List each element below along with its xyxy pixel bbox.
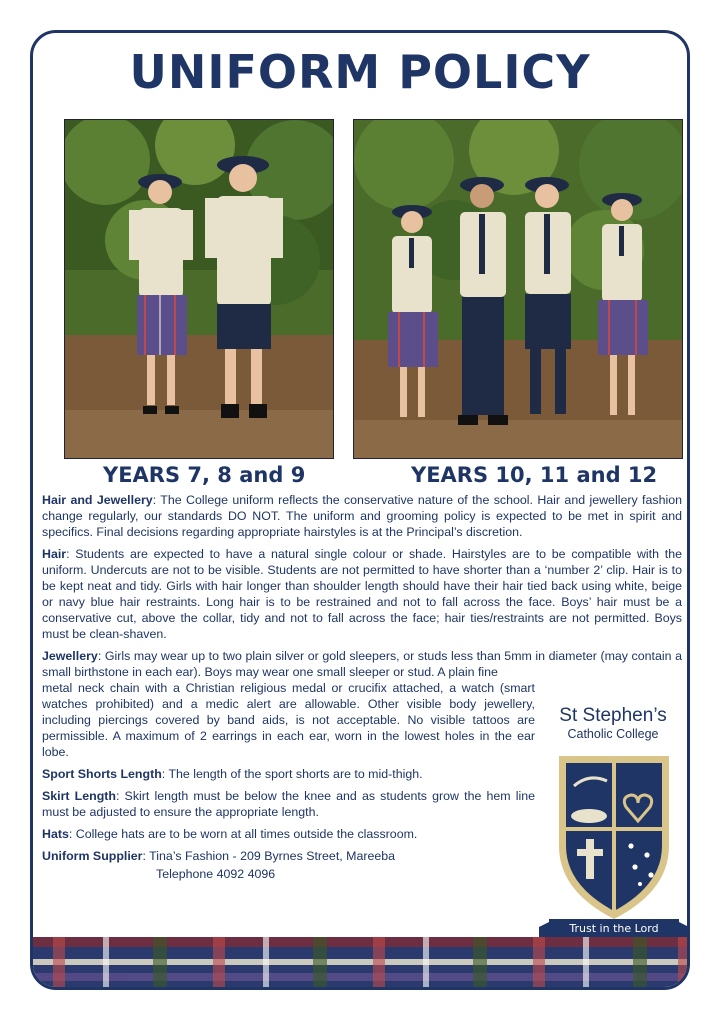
text-sport-shorts: : The length of the sport shorts are to mid-thigh.: [161, 767, 423, 781]
heading-sport-shorts: Sport Shorts Length: [42, 767, 162, 781]
college-name: St Stephen’s: [559, 705, 667, 726]
text-supplier: : Tina’s Fashion - 209 Byrnes Street, Mareeba: [142, 849, 396, 863]
heading-supplier: Uniform Supplier: [42, 849, 143, 863]
paragraph-hair-jewellery: [42, 492, 682, 540]
paragraph-hair: [42, 546, 682, 642]
heading-hats: Hats: [42, 827, 69, 841]
text-jewellery-a: : Girls may wear up to two plain silver or gold sleepers, or studs less than 5mm in diameter (may contain a small birthstone in each ear). Boys may wear one small sleeper or stud. A plain fine: [42, 649, 682, 679]
text-hats: : College hats are to be worn at all times outside the classroom.: [68, 827, 418, 841]
tartan-footer-band: [33, 937, 687, 987]
page-title: UNIFORM POLICY: [129, 45, 591, 99]
paragraph-skirt: [42, 788, 535, 820]
text-hair: : Students are expected to have a natural single colour or shade. Hairstyles are to be compatible with the uniform. Undercuts are not to be visible. Students are not permitted to have shorter than a ‘number 2’ clip. Hair is to be kept neat and tidy. Girls with hair longer than shoulder length should have their hair tied back using white, beige or navy blue hair restraints. Long hair is to be restrained and not to fall across the face. Boys’ hair must be a conservative cut, above the collar, tidy and not to fall across the face; hair ties/restraints are not permitted. Boys must be clean-shaven.: [42, 547, 682, 641]
paragraph-jewellery-b: metal neck chain with a Christian religious medal or crucifix attached, a watch (smart watches prohibited) and a medic alert are allowable. Other visible body jewellery, including piercings covered by band aids, is not acceptable. No visible tattoos are permissible. A maximum of 2 earrings in each ear, worn in the lowest holes in the ear lobe.: [42, 681, 535, 759]
college-crest: [539, 751, 689, 946]
paragraph-hats: [42, 826, 535, 842]
college-name-block: [538, 705, 688, 741]
heading-jewellery: Jewellery: [42, 649, 98, 663]
poster-frame: [30, 30, 690, 990]
text-hair-jewellery: : The College uniform reflects the conservative nature of the school. Hair and jewellery fashion change regularly, our standards DO NOT. The uniform and grooming policy is expected to be met in spirit and specifics. Final decisions regarding appropriate hairstyles is at the Principal’s discretion.: [42, 493, 682, 539]
supplier-phone: Telephone 4092 4096: [156, 867, 276, 881]
text-skirt: : Skirt length must be below the knee and as students grow the hem line must be adjusted to ensure the appropriate length.: [42, 789, 536, 819]
paragraph-jewellery-a: [42, 648, 682, 680]
heading-hair: Hair: [42, 547, 67, 561]
caption-years-10-12: YEARS 10, 11 and 12: [411, 463, 658, 487]
photo-years-7-9: [64, 119, 334, 459]
college-motto: Trust in the Lord: [569, 922, 659, 935]
caption-years-7-9: YEARS 7, 8 and 9: [103, 463, 306, 487]
paragraph-sport-shorts: [42, 766, 535, 782]
paragraph-supplier: [42, 848, 535, 864]
heading-skirt: Skirt Length: [42, 789, 116, 803]
heading-hair-jewellery: Hair and Jewellery: [42, 493, 153, 507]
college-subtitle: Catholic College: [567, 727, 659, 741]
photo-years-10-12: [353, 119, 683, 459]
